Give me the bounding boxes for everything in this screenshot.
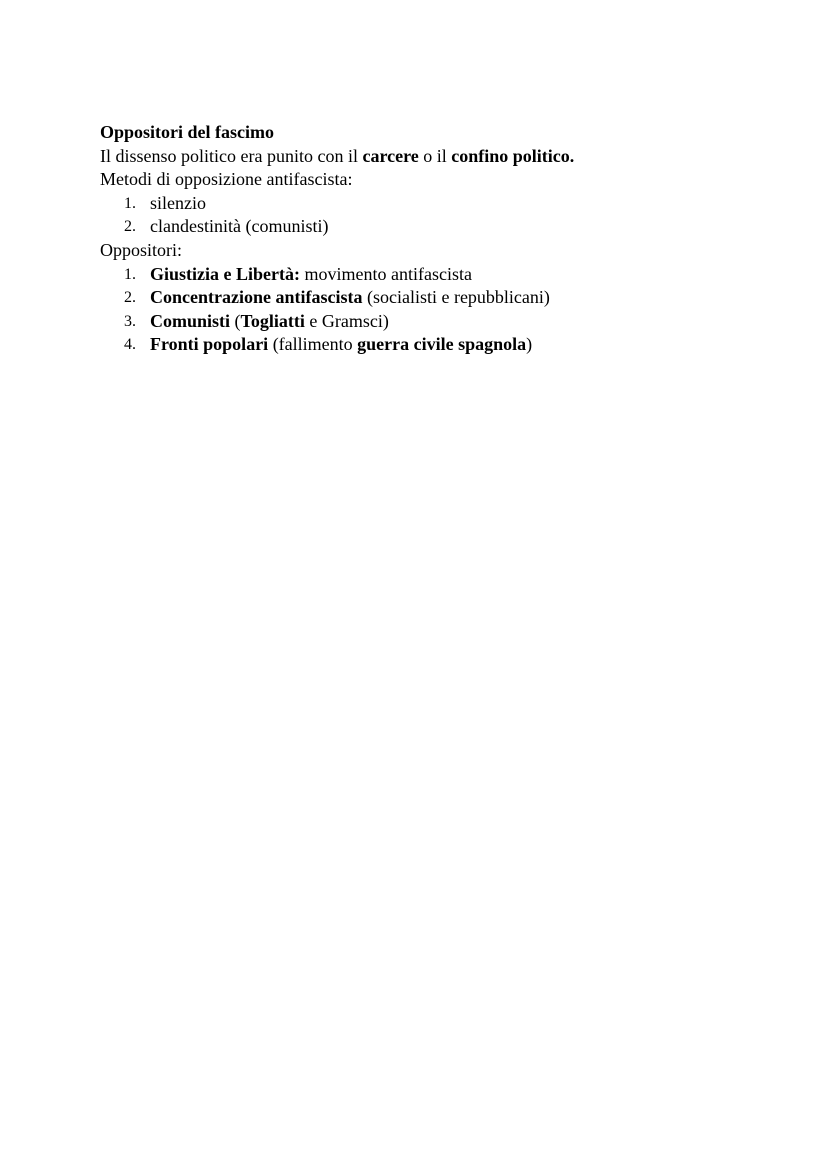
list-item	[100, 192, 740, 216]
list-number: 1.	[124, 265, 136, 283]
punishment-sentence	[100, 145, 740, 169]
list-text: clandestinità (comunisti)	[150, 216, 329, 237]
list-item	[100, 263, 740, 287]
list-text: (	[230, 310, 241, 331]
list-keyword: Giustizia e Libertà:	[150, 263, 300, 284]
list-number: 2.	[124, 218, 136, 236]
list-keyword: Fronti popolari	[150, 334, 269, 355]
list-number: 3.	[124, 312, 136, 330]
list-item	[100, 333, 740, 357]
list-number: 4.	[124, 336, 136, 354]
list-number: 1.	[124, 194, 136, 212]
opponents-list	[100, 263, 740, 357]
list-text: (socialisti e repubblicani)	[362, 287, 550, 308]
sentence-text: o il	[418, 145, 452, 166]
list-item	[100, 215, 740, 239]
list-keyword: Comunisti	[150, 310, 231, 331]
list-keyword: Concentrazione antifascista	[150, 287, 363, 308]
list-text: )	[526, 334, 533, 355]
sentence-text: Il dissenso politico era punito con il	[100, 145, 363, 166]
opponents-heading: Oppositori:	[100, 239, 183, 260]
list-text: (fallimento	[268, 334, 358, 355]
document-page	[100, 121, 740, 357]
list-keyword: Togliatti	[240, 310, 305, 331]
list-text: movimento antifascista	[299, 263, 472, 284]
list-keyword: guerra civile spagnola	[357, 334, 527, 355]
list-text: silenzio	[150, 192, 206, 213]
keyword-confino: confino politico.	[451, 145, 575, 166]
methods-heading: Metodi di opposizione antifascista:	[100, 169, 353, 190]
list-item	[100, 310, 740, 334]
list-number: 2.	[124, 289, 136, 307]
list-item	[100, 286, 740, 310]
document-title: Oppositori del fascimo	[100, 122, 274, 142]
methods-list	[100, 192, 740, 239]
list-text: e Gramsci)	[304, 310, 389, 331]
keyword-carcere: carcere	[362, 145, 419, 166]
